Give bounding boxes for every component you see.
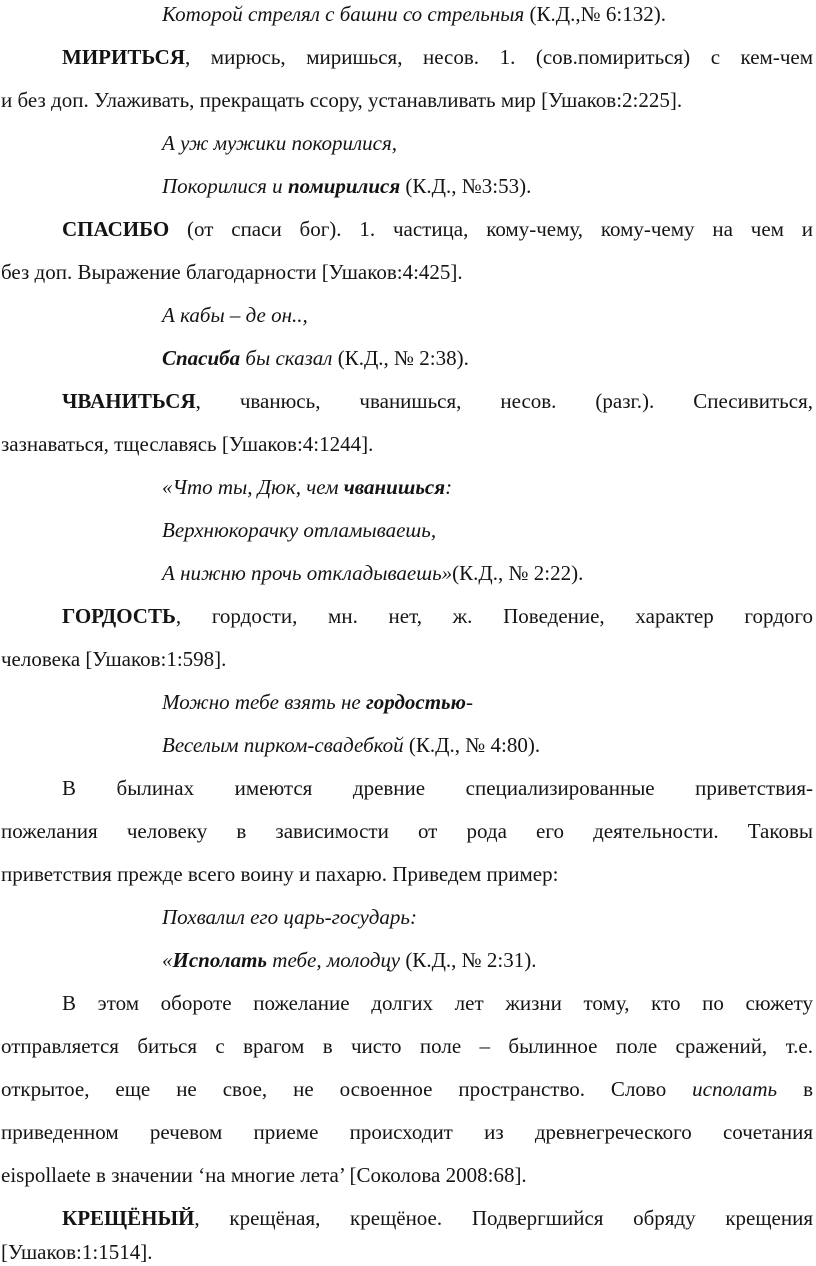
quote-line: «Что ты, Дюк, чем чванишься:: [162, 475, 453, 499]
quote-line: А кабы – де он..,: [162, 303, 308, 327]
entry-spasibo: СПАСИБО (от спаси бог). 1. частица, кому-чему, кому-чему на чем и: [62, 217, 813, 241]
quote-line: А уж мужики покорилися,: [162, 131, 397, 155]
headword: МИРИТЬСЯ: [62, 45, 186, 69]
quote-line: Спасиба бы сказал (К.Д., № 2:38).: [162, 346, 469, 370]
paragraph-line: открытое, еще не свое, не освоенное пространство. Слово исполать в: [1, 1077, 813, 1101]
paragraph-line: приветствия прежде всего воину и пахарю. Приведем пример:: [1, 862, 559, 886]
entry-chvanit-sya: ЧВАНИТЬСЯ, чванюсь, чванишься, несов. (разг.). Спесивиться,: [62, 389, 813, 413]
quote-line: Похвалил его царь-государь:: [162, 905, 417, 929]
paragraph-line: В былинах имеются древние специализированные приветствия-: [62, 776, 813, 800]
definition-line: и без доп. Улаживать, прекращать ссору, устанавливать мир [Ушаков:2:225].: [1, 88, 683, 112]
quote-line: Верхнюкорачку отламываешь,: [162, 518, 437, 542]
quote-line: «Исполать тебе, молодцу (К.Д., № 2:31).: [162, 948, 537, 972]
paragraph-line: В этом обороте пожелание долгих лет жизни тому, кто по сюжету: [62, 991, 813, 1015]
headword: ЧВАНИТЬСЯ: [62, 389, 196, 413]
quote-line: Веселым пирком-свадебкой (К.Д., № 4:80).: [162, 733, 541, 757]
paragraph-line: отправляется биться с врагом в чисто поле – былинное поле сражений, т.е.: [1, 1034, 813, 1058]
definition-line: человека [Ушаков:1:598].: [1, 647, 227, 671]
definition-line: зазнаваться, тщеславясь [Ушаков:4:1244].: [1, 432, 374, 456]
definition-line: [Ушаков:1:1514].: [1, 1240, 153, 1264]
entry-mirit-sya: МИРИТЬСЯ, мирюсь, миришься, несов. 1. (сов.помириться) с кем-чем: [62, 45, 813, 69]
headword: СПАСИБО: [62, 217, 170, 241]
entry-kreshchenyi: КРЕЩЁНЫЙ, крещёная, крещёное. Подвергшийся обряду крещения: [62, 1206, 813, 1230]
headword: ГОРДОСТЬ: [62, 604, 176, 628]
quote-line: Которой стрелял с башни со стрельныя (К.Д.,№ 6:132).: [162, 2, 666, 26]
quote-line: Можно тебе взять не гордостью-: [162, 690, 473, 714]
definition-line: без доп. Выражение благодарности [Ушаков:4:425].: [1, 260, 463, 284]
paragraph-line: приведенном речевом приеме происходит из древнегреческого сочетания: [1, 1120, 813, 1144]
headword: КРЕЩЁНЫЙ: [62, 1206, 195, 1230]
paragraph-line: пожелания человеку в зависимости от рода его деятельности. Таковы: [1, 819, 813, 843]
paragraph-line: eispollaete в значении ‘на многие лета’ [Соколова 2008:68].: [1, 1163, 527, 1187]
quote-line: Покорилися и помирилися (К.Д., №3:53).: [162, 174, 532, 198]
entry-gordost: ГОРДОСТЬ, гордости, мн. нет, ж. Поведение, характер гордого: [62, 604, 813, 628]
quote-line: А нижню прочь откладываешь»(К.Д., № 2:22).: [162, 561, 584, 585]
